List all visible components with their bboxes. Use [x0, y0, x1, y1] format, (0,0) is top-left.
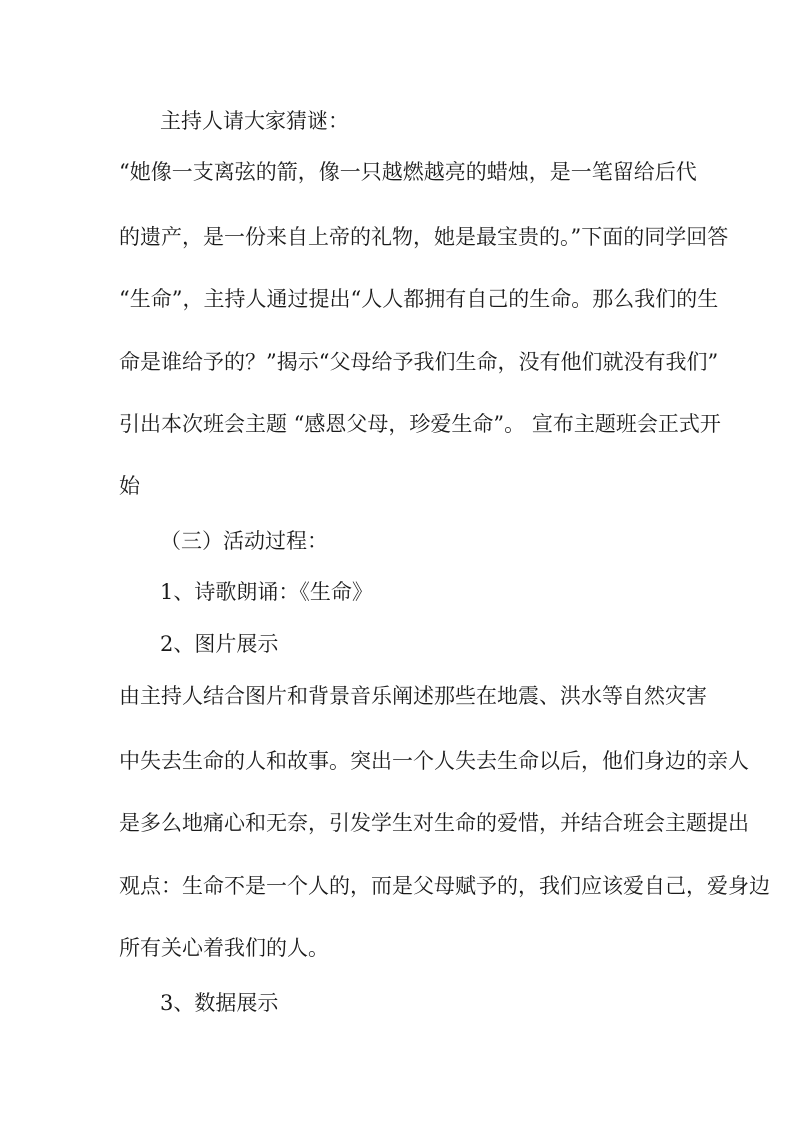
paragraph-line: 由主持人结合图片和背景音乐阐述那些在地震、洪水等自然灾害: [119, 684, 707, 708]
section-heading: （三）活动过程：: [160, 529, 328, 553]
paragraph-line: “生命”，主持人通过提出“人人都拥有自己的生命。那么我们的生: [119, 287, 719, 311]
paragraph-line: 中失去生命的人和故事。突出一个人失去生命以后，他们身边的亲人: [119, 749, 749, 773]
list-item: 1、诗歌朗诵：《生命》: [160, 580, 373, 604]
list-item: 3、数据展示: [160, 991, 279, 1015]
paragraph-line: 是多么地痛心和无奈，引发学生对生命的爱惜，并结合班会主题提出: [119, 811, 749, 835]
paragraph-line: “她像一支离弦的箭，像一只越燃越亮的蜡烛，是一笔留给后代: [119, 160, 697, 184]
paragraph-line: 观点：生命不是一个人的，而是父母赋予的，我们应该爱自己，爱身边: [119, 874, 770, 898]
list-item: 2、图片展示: [160, 632, 279, 656]
paragraph-line: 引出本次班会主题 “感恩父母，珍爱生命”。 宣布主题班会正式开: [119, 412, 721, 436]
paragraph-line: 所有关心着我们的人。: [119, 936, 329, 960]
paragraph-line: 始: [119, 474, 140, 498]
paragraph-line: 命是谁给予的？”揭示“父母给予我们生命，没有他们就没有我们”: [119, 350, 719, 374]
paragraph-line: 的遗产，是一份来自上帝的礼物，她是最宝贵的。”下面的同学回答: [119, 225, 729, 249]
paragraph-line: 主持人请大家猜谜：: [160, 109, 349, 133]
